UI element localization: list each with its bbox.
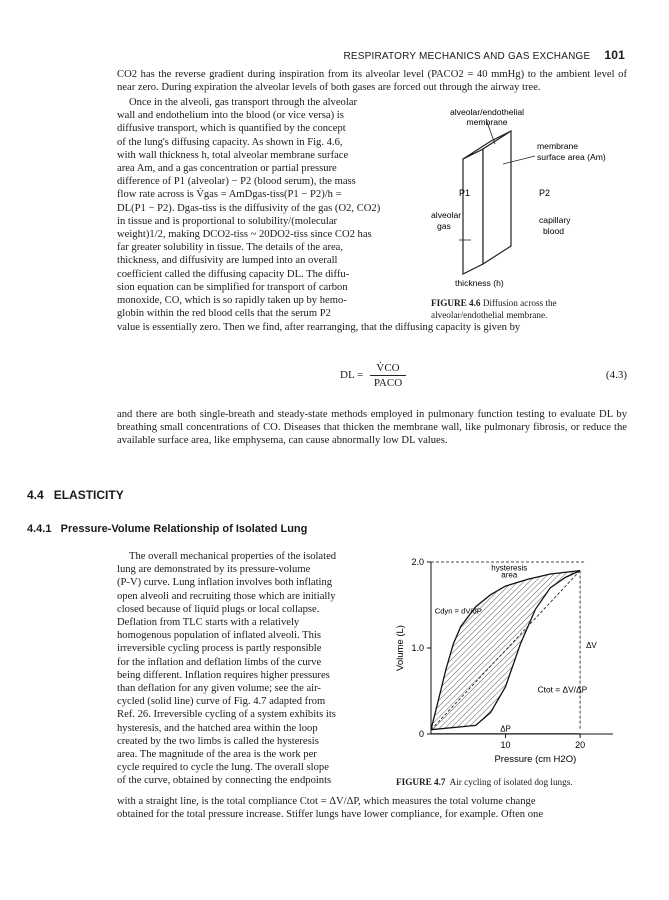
subsection-heading	[27, 523, 307, 535]
text-line: lung are demonstrated by its pressure-volume	[117, 564, 311, 576]
text-line: for the inflation and deflation limbs of the curve	[117, 656, 322, 668]
text-line: with a straight line, is the total compliance Ctot = ΔV/ΔP, which measures the total volume change	[117, 796, 536, 807]
section-number: 4.4	[27, 488, 44, 502]
text-line: weight)1/2, making DCO2-tiss ~ 20DO2-tiss since CO2 has	[117, 229, 372, 241]
text-line: obtained for the total pressure increase. Stiffer lungs have lower compliance, for example. Often one	[117, 809, 544, 821]
text-line: created by the two limbs is called the hysteresis	[117, 735, 319, 747]
text-line: area. The magnitude of the area is the work per	[117, 749, 317, 761]
text-line: homogenous population of inflated alveoli. This	[117, 630, 321, 642]
text-line: hysteresis, and the hatched area within the loop	[117, 722, 318, 734]
text-line: sion equation can be simplified for transport of carbon	[117, 281, 348, 293]
equation-number: (4.3)	[605, 369, 627, 381]
text-line: flow rate across is V̇gas = AmDgas-tiss(P1 − P2)/h =	[117, 189, 342, 201]
x-axis-label: Pressure (cm H2O)	[494, 754, 577, 765]
figure-4-6-caption	[431, 297, 631, 321]
text-line: thickness, and diffusivity are lumped into an overall	[117, 255, 338, 267]
text-line: than deflation for any given volume; see the air-	[117, 683, 321, 695]
text-line: closed because of liquid plugs or local collapse.	[117, 603, 320, 615]
figure-4-6-text: Diffusion across the alveolar/endothelial membrane.	[431, 298, 557, 320]
text-line: of the lung's diffusing capacity. As shown in Fig. 4.6,	[117, 136, 343, 148]
figure-4-7-text: Air cycling of isolated dog lungs.	[449, 777, 573, 787]
text-line: in tissue and is proportional to solubility/(molecular	[117, 215, 338, 227]
pv-paragraph-end	[117, 795, 627, 821]
page-number: 101	[604, 48, 625, 62]
label-p1: P1	[459, 188, 471, 198]
equation-numerator: V̇CO	[370, 361, 406, 376]
diffusion-paragraph-end: value is essentially zero. Then we find, after rearranging, that the diffusing capacity is given by	[117, 322, 521, 333]
label-surface-2: surface area (Am)	[537, 152, 606, 162]
figure-4-7-chart	[393, 548, 631, 773]
figure-4-6-tag: FIGURE 4.6	[431, 298, 481, 308]
figure-4-7-tag: FIGURE 4.7	[396, 777, 446, 787]
text-line: irreversible cycling process is partly responsible	[117, 643, 322, 655]
label-capillary: capillary	[539, 215, 571, 225]
subsection-number: 4.4.1	[27, 523, 52, 535]
pv-paragraph	[117, 550, 391, 788]
text-line: coefficient called the diffusing capacity DL. The diffu-	[117, 268, 350, 280]
subsection-title: Pressure-Volume Relationship of Isolated Lung	[60, 523, 308, 535]
membrane-side-face	[483, 131, 511, 264]
text-line: cycled (solid line) curve of Fig. 4.7 adapted from	[117, 696, 326, 708]
text-line: Ref. 26. Irreversible cycling of a system exhibits its	[117, 709, 336, 721]
section-title: ELASTICITY	[53, 488, 124, 502]
hysteresis-label-1: hysteresis	[491, 563, 528, 573]
text-line: globin within the red blood cells that the serum P2	[117, 308, 331, 320]
y-tick-label: 2.0	[411, 557, 424, 567]
text-line: The overall mechanical properties of the isolated	[129, 551, 337, 562]
text-line: (P-V) curve. Lung inflation involves both inflating	[117, 577, 333, 589]
section-heading	[27, 488, 124, 502]
delta-v-label: ΔV	[586, 641, 597, 650]
label-alveolar: alveolar	[431, 210, 462, 220]
x-tick-label: 20	[575, 740, 586, 750]
equation-lhs: DL =	[340, 369, 364, 381]
running-title: RESPIRATORY MECHANICS AND GAS EXCHANGE	[343, 51, 591, 62]
text-line: difference of P1 (alveolar) − P2 (blood serum), the mass	[117, 176, 356, 188]
label-membrane-2: membrane	[466, 117, 508, 127]
text-line: of the curve, obtained by connecting the endpoints	[117, 775, 332, 787]
intro-paragraph: CO2 has the reverse gradient during inspiration from its alveolar level (PACO2 = 40 mmHg) to the ambient level of near zero. During expiration the alveolar levels of both gases are forced out through the airway tree.	[117, 69, 627, 94]
cdyn-label: Cdyn = dV/dP	[434, 606, 482, 616]
text-line: open alveoli and recruiting those which are initially	[117, 590, 336, 602]
label-p2: P2	[539, 188, 551, 198]
methods-paragraph: and there are both single-breath and steady-state methods employed in pulmonary function testing to evaluate DL by breathing small concentrations of CO. Diseases that thicken the membrane wall, like pulmonary fibrosis, or reduce the available surface area, like emphysema, can cause abnormally low DL values.	[117, 409, 627, 447]
text-line: cycle required to cycle the lung. The overall slope	[117, 762, 329, 774]
running-header	[343, 48, 625, 62]
hysteresis-label-2: area	[501, 570, 518, 580]
label-blood: blood	[543, 226, 565, 236]
delta-p-label: ΔP	[500, 724, 511, 734]
figure-4-7-caption	[396, 776, 631, 788]
text-line: with wall thickness h, total alveolar membrane surface	[117, 149, 349, 161]
figure-4-6-diagram	[425, 104, 630, 289]
label-gas: gas	[437, 221, 451, 231]
text-line: DL(P1 − P2). Dgas-tiss is the diffusivity of the gas (O2, CO2)	[117, 202, 381, 214]
text-line: Deflation from TLC starts with a relatively	[117, 617, 300, 629]
ctot-label: Ctot = ΔV/ΔP	[537, 684, 588, 695]
text-line: diffusive transport, which is quantified by the concept	[117, 123, 346, 135]
text-line: being different. Inflation requires higher pressures	[117, 669, 330, 681]
equation-denominator: PACO	[373, 377, 403, 389]
y-axis-label: Volume (L)	[395, 625, 406, 671]
membrane-front-face	[463, 149, 483, 274]
diffusion-paragraph	[117, 96, 421, 320]
text-line: Once in the alveoli, gas transport through the alveolar	[129, 97, 357, 108]
text-line: area Am, and a gas concentration or partial pressure	[117, 163, 337, 175]
x-tick-label: 10	[500, 740, 511, 750]
text-line: monoxide, CO, which is so rapidly taken up by hemo-	[117, 295, 347, 307]
label-membrane-1: alveolar/endothelial	[449, 107, 525, 117]
y-tick-label: 1.0	[411, 643, 424, 653]
y-tick-label: 0	[418, 729, 424, 739]
text-line: wall and endothelium into the blood (or vice versa) is	[117, 110, 344, 122]
label-thickness: thickness (h)	[455, 278, 504, 288]
text-line: far greater solubility in tissue. The details of the area,	[117, 242, 344, 254]
label-surface-1: membrane	[537, 141, 579, 151]
